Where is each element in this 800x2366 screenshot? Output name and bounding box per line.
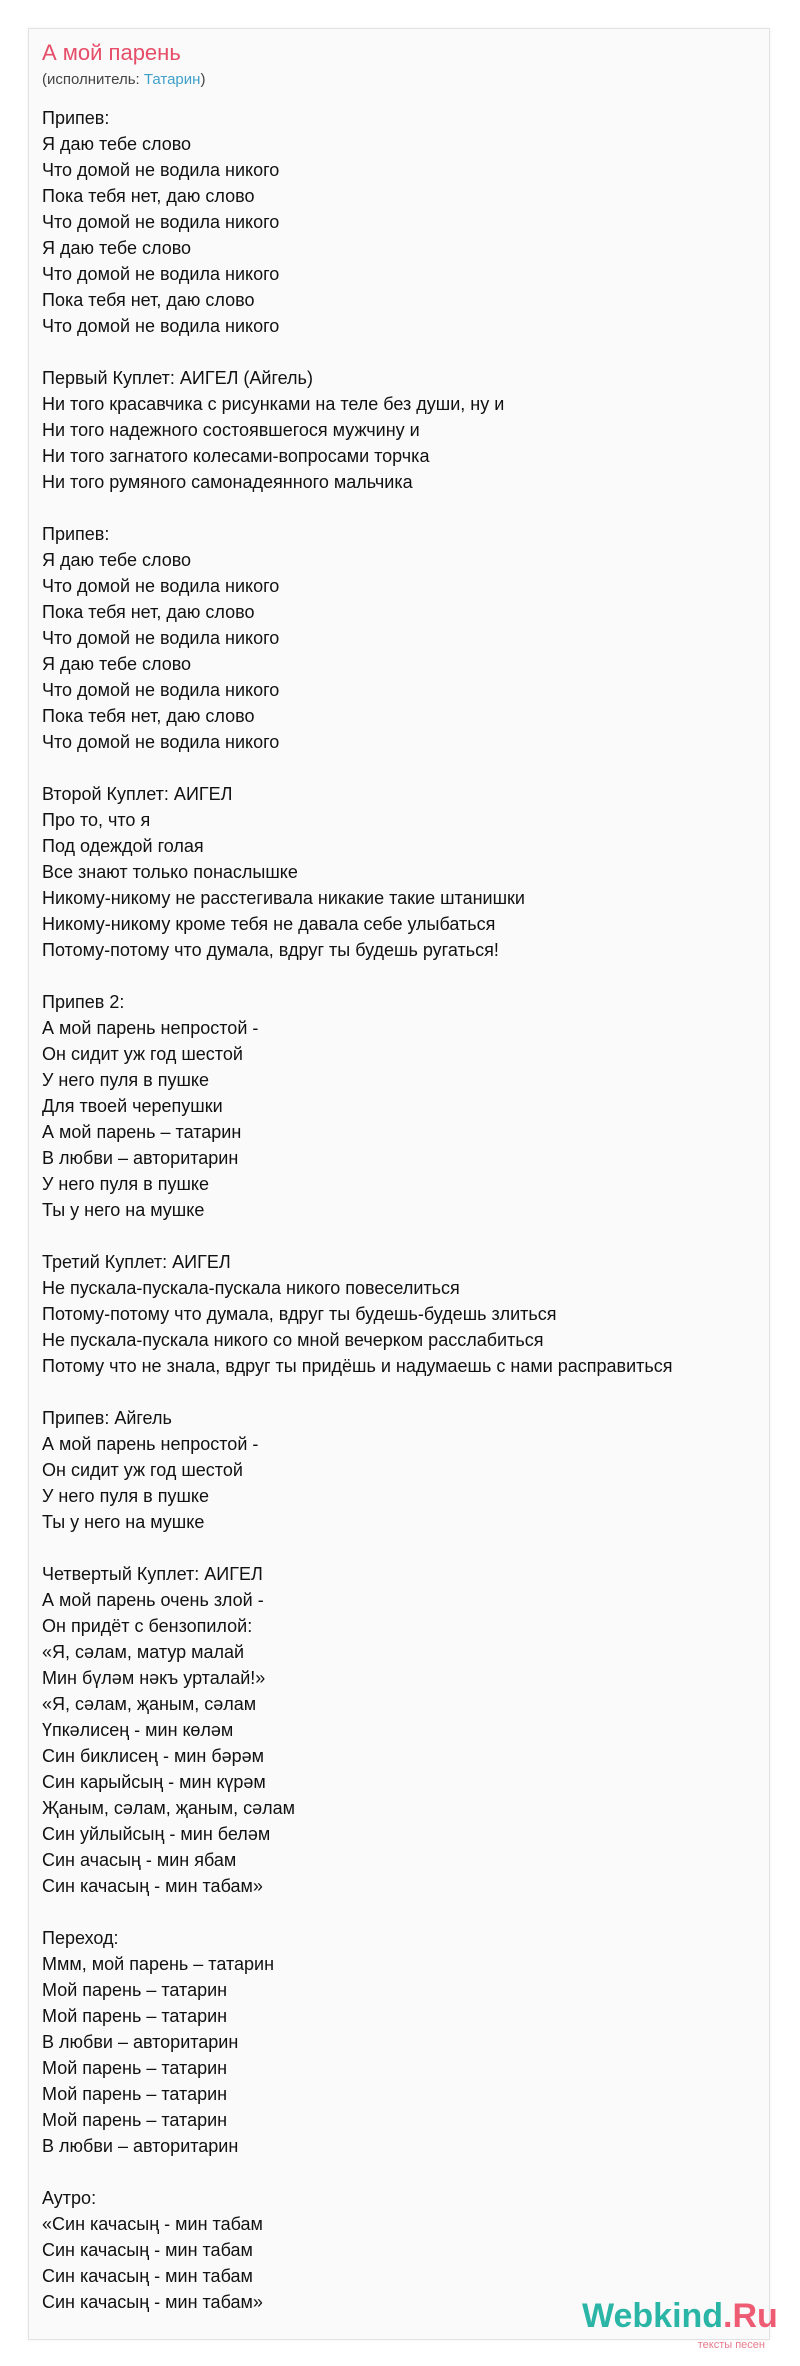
lyric-line: У него пуля в пушке: [42, 1486, 210, 1506]
lyric-line: Он придёт с бензопилой:: [42, 1616, 253, 1636]
lyric-line: Что домой не водила никого: [42, 628, 280, 648]
lyric-line: «Я, сәлам, җаным, сәлам: [42, 1694, 257, 1714]
lyric-line: Син качасың - мин табам: [42, 2240, 253, 2260]
lyric-line: Син биклисең - мин бәрәм: [42, 1746, 265, 1766]
lyric-line: У него пуля в пушке: [42, 1070, 210, 1090]
stanza-gap: [42, 1379, 762, 1405]
lyric-line: Ни того румяного самонадеянного мальчика: [42, 472, 413, 492]
lyric-line: Он сидит уж год шестой: [42, 1044, 243, 1064]
lyric-line: Ты у него на мушке: [42, 1512, 205, 1532]
lyric-line: Что домой не водила никого: [42, 160, 280, 180]
stanza-gap: [42, 1223, 762, 1249]
webkind-logo[interactable]: [582, 2296, 778, 2340]
lyric-line: Припев: Айгель: [42, 1408, 172, 1428]
lyric-line: Ты у него на мушке: [42, 1200, 205, 1220]
lyric-line: Мой парень – татарин: [42, 2058, 228, 2078]
lyric-line: Җаным, сәлам, җаным, сәлам: [42, 1798, 295, 1818]
lyric-line: Второй Куплет: АИГЕЛ: [42, 784, 233, 804]
lyric-line: Я даю тебе слово: [42, 134, 192, 154]
lyric-line: А мой парень – татарин: [42, 1122, 242, 1142]
lyric-line: Не пускала-пускала никого со мной вечерком расслабиться: [42, 1330, 544, 1350]
lyric-line: Потому-потому что думала, вдруг ты будешь ругаться!: [42, 940, 499, 960]
lyric-line: «Син качасың - мин табам: [42, 2214, 263, 2234]
performer-prefix: (исполнитель:: [42, 71, 144, 88]
stanza-gap: [42, 755, 762, 781]
lyric-line: Припев:: [42, 524, 110, 544]
lyric-line: В любви – авторитарин: [42, 2032, 239, 2052]
lyric-line: Четвертый Куплет: АИГЕЛ: [42, 1564, 263, 1584]
lyric-line: Я даю тебе слово: [42, 550, 192, 570]
lyric-line: Никому-никому кроме тебя не давала себе улыбаться: [42, 914, 496, 934]
lyric-line: Все знают только понаслышке: [42, 862, 298, 882]
stanza-gap: [42, 2159, 762, 2185]
lyric-line: Про то, что я: [42, 810, 151, 830]
lyric-line: Я даю тебе слово: [42, 238, 192, 258]
lyric-line: Мой парень – татарин: [42, 1980, 228, 2000]
stanza-gap: [42, 963, 762, 989]
stanza-gap: [42, 1535, 762, 1561]
lyric-line: Син качасың - мин табам»: [42, 2292, 263, 2312]
lyric-line: Потому-потому что думала, вдруг ты будешь-будешь злиться: [42, 1304, 557, 1324]
performer-suffix: ): [200, 71, 206, 88]
lyric-line: Что домой не водила никого: [42, 212, 280, 232]
lyric-line: Мой парень – татарин: [42, 2006, 228, 2026]
logo-subtitle: тексты песен: [697, 2339, 765, 2351]
lyric-line: А мой парень очень злой -: [42, 1590, 264, 1610]
lyric-line: Под одеждой голая: [42, 836, 204, 856]
lyric-line: Я даю тебе слово: [42, 654, 192, 674]
lyric-line: Он сидит уж год шестой: [42, 1460, 243, 1480]
lyric-line: Что домой не водила никого: [42, 576, 280, 596]
lyric-line: У него пуля в пушке: [42, 1174, 210, 1194]
lyric-line: Потому что не знала, вдруг ты придёшь и надумаешь с нами расправиться: [42, 1356, 673, 1376]
lyric-line: Никому-никому не расстегивала никакие такие штанишки: [42, 888, 525, 908]
logo-ru-text: .Ru: [723, 2297, 778, 2335]
lyric-line: А мой парень непростой -: [42, 1434, 259, 1454]
lyric-line: Аутро:: [42, 2188, 97, 2208]
lyric-line: Пока тебя нет, даю слово: [42, 706, 255, 726]
song-title: А мой парень: [42, 40, 181, 65]
lyric-line: Син качасың - мин табам»: [42, 1876, 263, 1896]
lyric-line: Мин бүләм нәкъ урталай!»: [42, 1668, 266, 1688]
lyric-line: Что домой не водила никого: [42, 316, 280, 336]
lyric-line: Припев:: [42, 108, 110, 128]
lyric-line: Ни того красавчика с рисунками на теле без души, ну и: [42, 394, 505, 414]
lyric-line: Син качасың - мин табам: [42, 2266, 253, 2286]
lyric-line: Первый Куплет: АИГЕЛ (Айгель): [42, 368, 313, 388]
lyric-line: Для твоей черепушки: [42, 1096, 223, 1116]
lyric-line: Ни того надежного состоявшегося мужчину и: [42, 420, 420, 440]
lyric-line: Пока тебя нет, даю слово: [42, 602, 255, 622]
lyrics-text: [42, 105, 762, 2315]
lyric-line: В любви – авторитарин: [42, 1148, 239, 1168]
lyric-line: Үпкәлисең - мин көләм: [42, 1720, 234, 1740]
lyric-line: Ни того загнатого колесами-вопросами торчка: [42, 446, 430, 466]
lyric-line: Не пускала-пускала-пускала никого повеселиться: [42, 1278, 460, 1298]
stanza-gap: [42, 495, 762, 521]
lyric-line: Син уйлыйсың - мин беләм: [42, 1824, 271, 1844]
lyric-line: Мой парень – татарин: [42, 2084, 228, 2104]
lyric-line: Пока тебя нет, даю слово: [42, 186, 255, 206]
lyric-line: В любви – авторитарин: [42, 2136, 239, 2156]
artist-link[interactable]: Татарин: [143, 71, 201, 88]
lyric-line: Син карыйсың - мин күрәм: [42, 1772, 266, 1792]
lyric-line: А мой парень непростой -: [42, 1018, 259, 1038]
lyric-line: Пока тебя нет, даю слово: [42, 290, 255, 310]
stanza-gap: [42, 1899, 762, 1925]
stanza-gap: [42, 339, 762, 365]
lyric-line: «Я, сәлам, матур малай: [42, 1642, 245, 1662]
lyric-line: Припев 2:: [42, 992, 125, 1012]
performer-line: [42, 70, 205, 90]
lyric-line: Мой парень – татарин: [42, 2110, 228, 2130]
lyric-line: Переход:: [42, 1928, 119, 1948]
lyric-line: Третий Куплет: АИГЕЛ: [42, 1252, 231, 1272]
lyric-line: Что домой не водила никого: [42, 732, 280, 752]
lyric-line: Син ачасың - мин ябам: [42, 1850, 237, 1870]
lyric-line: Ммм, мой парень – татарин: [42, 1954, 275, 1974]
lyric-line: Что домой не водила никого: [42, 680, 280, 700]
logo-main-text: Webkind: [582, 2297, 724, 2335]
lyric-line: Что домой не водила никого: [42, 264, 280, 284]
